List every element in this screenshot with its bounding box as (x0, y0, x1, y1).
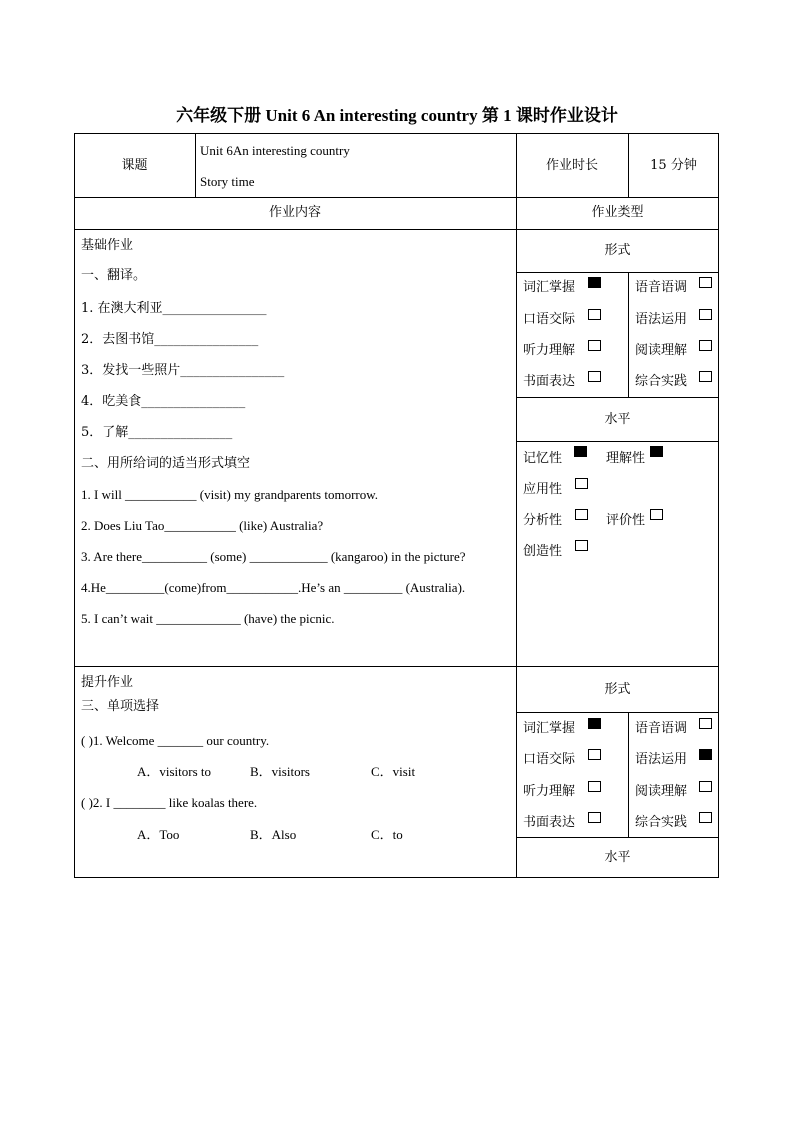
translate-item: 4．吃美食________________ (81, 394, 246, 409)
level-checkbox[interactable] (575, 478, 588, 489)
form-checkbox[interactable] (699, 718, 712, 729)
form-option-label: 语音语调 (635, 280, 688, 295)
topic-line-2: Story time (200, 174, 255, 189)
row-divider (74, 197, 719, 198)
column-divider (628, 712, 629, 837)
form-option-label: 书面表达 (523, 815, 576, 830)
form-option-label: 综合实践 (635, 374, 688, 389)
form-option-label: 阅读理解 (635, 784, 688, 799)
level-option-label: 理解性 (606, 451, 646, 466)
level-checkbox[interactable] (650, 509, 663, 520)
option-a: A．visitors to (137, 764, 212, 779)
column-divider (628, 272, 629, 397)
form-checkbox[interactable] (699, 371, 712, 382)
section-3-heading: 三、单项选择 (81, 699, 160, 714)
section-2-heading: 二、用所给词的适当形式填空 (81, 456, 251, 471)
form-checkbox[interactable] (588, 718, 601, 729)
form-label: 形式 (604, 243, 631, 258)
fill-item: 2. Does Liu Tao___________ (like) Australia? (81, 518, 324, 533)
form-option-label: 词汇掌握 (523, 721, 576, 736)
option-a: A．Too (137, 827, 180, 842)
fill-item: 1. I will ___________ (visit) my grandparents tomorrow. (81, 487, 379, 502)
form-checkbox[interactable] (699, 812, 712, 823)
table-border-bottom (74, 877, 719, 878)
row-divider (516, 441, 719, 442)
document-title: 六年级下册 Unit 6 An interesting country 第 1 课时作业设计 (176, 106, 618, 125)
form-option-label: 语音语调 (635, 721, 688, 736)
level-option-label: 记忆性 (523, 451, 563, 466)
option-b: B．visitors (250, 764, 310, 779)
option-b: B．Also (250, 827, 297, 842)
form-checkbox[interactable] (588, 309, 601, 320)
option-c: C．visit (371, 764, 416, 779)
level-checkbox[interactable] (574, 446, 587, 457)
level-checkbox[interactable] (575, 509, 588, 520)
level-label: 水平 (604, 412, 631, 427)
duration-label: 作业时长 (545, 158, 598, 173)
fill-item: 5. I can’t wait _____________ (have) the picnic. (81, 611, 335, 626)
table-border-left (74, 133, 75, 878)
level-checkbox[interactable] (650, 446, 663, 457)
homework-table (74, 133, 719, 878)
form-label: 形式 (604, 682, 631, 697)
form-option-label: 听力理解 (523, 784, 576, 799)
form-option-label: 听力理解 (523, 343, 576, 358)
level-checkbox[interactable] (575, 540, 588, 551)
level-option-label: 评价性 (606, 513, 646, 528)
translate-item: 3．发找一些照片________________ (81, 363, 285, 378)
level-option-label: 创造性 (523, 544, 563, 559)
content-column-title: 作业内容 (268, 205, 321, 220)
duration-value: 15 分钟 (650, 158, 697, 173)
level-option-label: 应用性 (523, 482, 563, 497)
row-divider (74, 229, 719, 230)
table-border-top (74, 133, 719, 134)
level-option-label: 分析性 (523, 513, 563, 528)
form-option-label: 阅读理解 (635, 343, 688, 358)
topic-label: 课题 (121, 158, 148, 173)
form-checkbox[interactable] (588, 812, 601, 823)
form-option-label: 综合实践 (635, 815, 688, 830)
question-stem: ( )1. Welcome _______ our country. (81, 733, 270, 748)
form-option-label: 语法运用 (635, 312, 688, 327)
topic-line-1: Unit 6An interesting country (200, 143, 350, 158)
translate-item: 1. 在澳大利亚________________ (81, 301, 267, 316)
form-option-label: 口语交际 (523, 312, 576, 327)
option-c: C．to (371, 827, 403, 842)
translate-item: 2．去图书馆________________ (81, 332, 259, 347)
row-divider (74, 666, 719, 667)
type-column-title: 作业类型 (591, 205, 644, 220)
form-option-label: 词汇掌握 (523, 280, 576, 295)
form-option-label: 语法运用 (635, 752, 688, 767)
form-checkbox[interactable] (699, 340, 712, 351)
form-checkbox[interactable] (588, 371, 601, 382)
form-checkbox[interactable] (588, 277, 601, 288)
basic-heading: 基础作业 (81, 238, 134, 253)
fill-item: 4.He_________(come)from___________.He’s an _________ (Australia). (81, 580, 466, 595)
form-checkbox[interactable] (699, 309, 712, 320)
column-divider (195, 133, 196, 197)
section-1-heading: 一、翻译。 (81, 268, 147, 283)
form-option-label: 口语交际 (523, 752, 576, 767)
row-divider (516, 712, 719, 713)
form-checkbox[interactable] (588, 749, 601, 760)
fill-item: 3. Are there__________ (some) ____________ (kangaroo) in the picture? (81, 549, 466, 564)
advanced-heading: 提升作业 (81, 675, 134, 690)
form-checkbox[interactable] (699, 781, 712, 792)
form-checkbox[interactable] (699, 277, 712, 288)
row-divider (516, 272, 719, 273)
translate-item: 5．了解________________ (81, 425, 233, 440)
form-checkbox[interactable] (588, 340, 601, 351)
level-label: 水平 (604, 850, 631, 865)
row-divider (516, 397, 719, 398)
form-checkbox[interactable] (699, 749, 712, 760)
form-option-label: 书面表达 (523, 374, 576, 389)
row-divider (516, 837, 719, 838)
question-stem: ( )2. I ________ like koalas there. (81, 795, 258, 810)
form-checkbox[interactable] (588, 781, 601, 792)
